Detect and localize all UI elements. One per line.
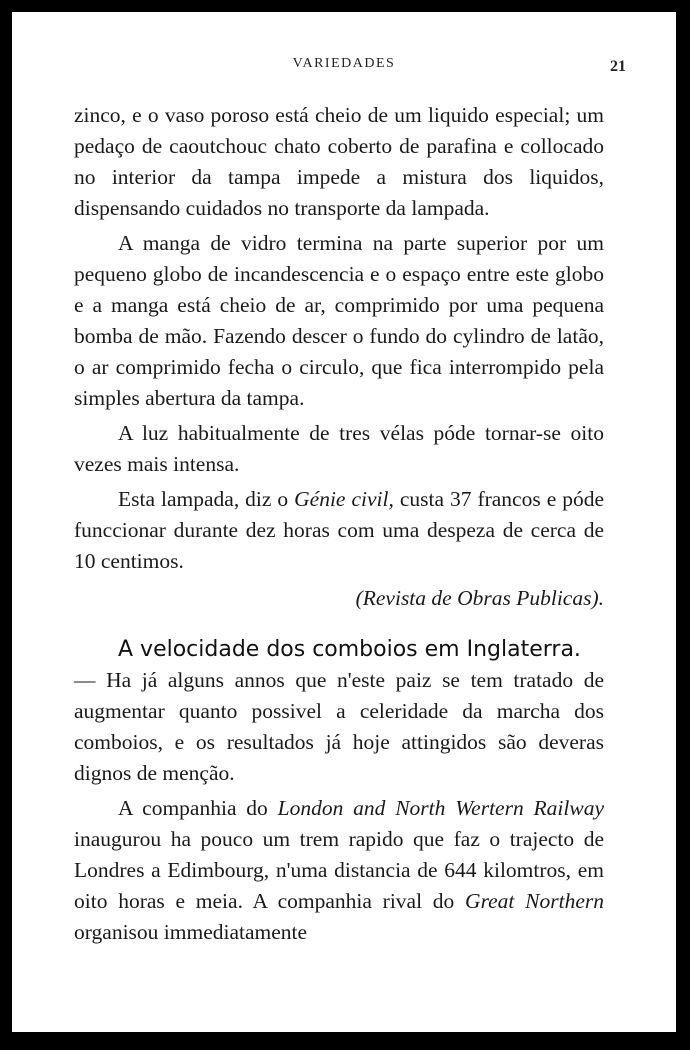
book-page [12, 12, 676, 1032]
running-title: VARIEDADES [292, 56, 396, 71]
article-paragraph-2-text-c: organisou immediatamente [74, 920, 308, 944]
source-citation [74, 583, 604, 614]
paragraph-luz: A luz habitualmente de tres vélas póde tornar-se oito vezes mais intensa. [74, 421, 604, 476]
publication-genie-civil: Génie civil, [294, 487, 394, 511]
page-number: 21 [610, 58, 626, 75]
source-citation-text: (Revista de Obras Publicas). [355, 586, 604, 610]
paragraph-continuation: zinco, e o vaso poroso está cheio de um liquido especial; um pedaço de caoutchouc chato coberto de parafina e collocado no interior da tampa impede a mistura dos liquidos, dispensando cuidados no transporte da lampada. [74, 103, 604, 220]
article-paragraph-1: — Ha já alguns annos que n'este paiz se tem tratado de augmentar quanto possivel a celeridade da marcha dos comboios, e os resultados já hoje attingidos são deveras dignos de menção. [74, 668, 604, 785]
paragraph-lampada-text-b: custa 37 francos e póde funccionar durante dez horas com uma despeza de cerca de 10 centimos. [74, 487, 605, 573]
paragraph-lampada [74, 484, 604, 577]
paragraph-manga: A manga de vidro termina na parte superior por um pequeno globo de incandescencia e o espaço entre este globo e a manga está cheio de ar, comprimido por uma pequena bomba de mão. Fazendo descer o fundo do cylindro de latão, o ar comprimido fecha o circulo, que fica interrompido pela simples abertura da tampa. [74, 231, 604, 410]
body-text [74, 100, 604, 948]
railway-name-london-north-western: London and North Wertern Railway [277, 796, 604, 820]
article-paragraph-2-text-a: A companhia do [118, 796, 278, 820]
railway-name-great-northern: Great Northern [465, 889, 604, 913]
article-paragraph-2 [74, 793, 604, 948]
article-heading: A velocidade dos comboios em Inglaterra. [118, 637, 581, 662]
article-paragraph-2-text-b: inaugurou ha pouco um trem rapido que faz o trajecto de Londres a Edimbourg, n'uma distancia de 644 kilomtros, em oito horas e meia. A companhia rival do [74, 827, 604, 913]
paragraph-lampada-text-a: Esta lampada, diz o [118, 487, 295, 511]
